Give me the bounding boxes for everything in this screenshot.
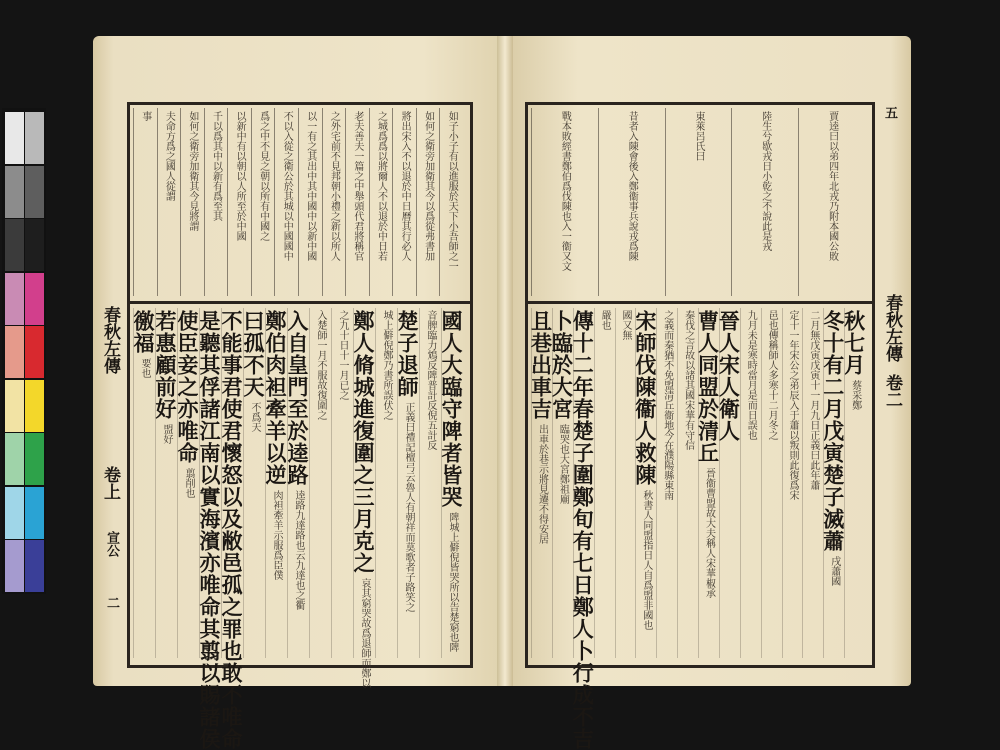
commentary-text: 臨哭也大宮鄭祖廟 — [557, 424, 569, 504]
note-column — [731, 108, 798, 296]
column-rule — [802, 308, 803, 658]
note-column — [274, 108, 298, 296]
commentary-text: 陴城上僻倪皆哭所以告楚窮也陴 — [447, 512, 458, 652]
main-text: 是聽其俘諸江南以實海濱亦唯命其翦以賜諸侯 — [197, 310, 222, 750]
note-column — [251, 108, 275, 296]
note-column — [392, 108, 416, 296]
left-main-text — [131, 308, 464, 750]
note-column — [180, 108, 204, 296]
commentary-text: 城上僻倪鄭乃書所誤伏之 — [381, 310, 392, 420]
column-rule — [180, 108, 181, 296]
commentary-text: 不爲天 — [249, 402, 260, 432]
commentary-text: 戌蕭國 — [828, 556, 840, 586]
book-gutter — [497, 36, 513, 686]
commentary-text: 國又無 — [619, 310, 631, 340]
commentary-text: 音脾臨力鴆反陴普計反倪五計反 — [425, 310, 436, 450]
main-text: 楚子退師 — [395, 310, 420, 398]
color-patch — [25, 380, 44, 432]
commentary-text: 要也 — [139, 358, 150, 378]
column-rule — [369, 108, 370, 296]
commentary-text: 出車於巷示將見遷不得安居 — [536, 424, 548, 544]
color-patch — [25, 112, 44, 164]
text-column — [761, 308, 782, 658]
note-text: 爲之中不見之朝以所有中國之 — [257, 111, 269, 241]
text-column — [265, 308, 287, 658]
main-text: 且巷出車吉 — [528, 310, 554, 420]
commentary-text: 翦削也 — [183, 468, 194, 498]
note-column — [439, 108, 463, 296]
note-text: 昔者入陳會後入鄭衞事兵說戎爲陳 — [626, 111, 638, 261]
left-upper-notes — [133, 108, 463, 296]
column-rule — [204, 108, 205, 296]
text-column — [331, 308, 353, 658]
text-column — [594, 308, 615, 658]
text-column — [740, 308, 761, 658]
column-rule — [133, 108, 134, 296]
text-column — [351, 308, 376, 688]
column-rule — [322, 108, 323, 296]
note-text: 如何之衛旁加衛其今以爲從弗書加 — [422, 111, 434, 261]
text-column — [197, 308, 222, 750]
column-rule — [439, 108, 440, 296]
column-rule — [598, 108, 599, 296]
commentary-text: 二月無戊寅戊寅十一月九日正義曰此年蕭 — [807, 310, 819, 490]
column-rule — [798, 108, 799, 296]
color-patch — [5, 166, 24, 218]
note-column — [416, 108, 440, 296]
note-text: 事 — [139, 111, 151, 121]
column-rule — [345, 108, 346, 296]
commentary-text: 秦伐之言故以諸其國宋華有守信 — [682, 310, 694, 450]
column-rule — [731, 108, 732, 296]
color-patch — [25, 433, 44, 485]
note-text: 東萊呂氏曰 — [692, 111, 704, 161]
text-column — [155, 308, 177, 658]
text-column — [716, 308, 742, 658]
main-text: 曰孤不天 — [241, 310, 266, 398]
note-text: 賈逵曰以弟四年北戎乃附本國公敗 — [826, 111, 838, 261]
column-rule — [531, 108, 532, 296]
commentary-text: 嚴也 — [599, 310, 611, 330]
note-text: 戰本敗經書鄭伯爲伐陳也入一衞又文 — [559, 111, 571, 271]
commentary-text: 之義而秦猶不免盟清丘衞地今在濮陽縣東南 — [661, 310, 673, 500]
text-column — [677, 308, 698, 658]
color-patch — [25, 326, 44, 378]
column-rule — [227, 108, 228, 296]
note-column — [345, 108, 369, 296]
right-main-text — [528, 308, 867, 750]
color-checker-strip — [2, 108, 46, 594]
commentary-text: 盟好 — [161, 424, 172, 444]
color-patch — [5, 219, 24, 271]
color-patch — [5, 380, 24, 432]
text-column — [570, 308, 596, 750]
color-patch — [25, 540, 44, 592]
column-rule — [331, 308, 332, 658]
main-text: 宋師伐陳衞人救陳 — [632, 310, 658, 486]
note-text: 千以爲其中以新有爲至其 — [210, 111, 222, 221]
book-spread — [93, 36, 911, 750]
text-column — [802, 308, 823, 658]
main-text: 若惠顧前好 — [153, 310, 178, 420]
column-rule — [251, 108, 252, 296]
column-rule — [392, 108, 393, 296]
text-column — [219, 308, 244, 750]
note-text: 之外宅前不見邦朝小禮之新以所人 — [328, 111, 340, 261]
text-column — [841, 308, 867, 658]
main-text: 曹人同盟於清丘 — [695, 310, 721, 464]
column-rule — [635, 308, 636, 658]
column-rule — [274, 108, 275, 296]
color-patch — [25, 166, 44, 218]
main-text: 秋七月 — [841, 310, 867, 376]
column-rule — [665, 108, 666, 296]
column-rule — [157, 108, 158, 296]
column-rule — [782, 308, 783, 658]
note-column — [322, 108, 346, 296]
note-text: 老夫善夫一篇之中舉頭代君將稱官 — [351, 111, 363, 261]
main-text: 國人大臨守陴者皆哭 — [439, 310, 464, 508]
commentary-text: 蔡采鄭 — [849, 380, 861, 410]
right-corner-mark: 五 — [882, 106, 897, 119]
note-text: 以新中有以朝以人所至於中國 — [234, 111, 246, 241]
main-text: 不能事君使君懷怒以及敝邑孤之罪也敢不唯命 — [219, 310, 244, 750]
commentary-text: 晉衞曹盟故大夫稱人宋華椒承 — [703, 468, 715, 598]
commentary-text: 定十一年宋公之弟辰入于蕭以叛則此復爲宋 — [786, 310, 798, 500]
text-column — [782, 308, 803, 658]
text-column — [441, 308, 463, 658]
commentary-text: 之九十日十一月已之 — [337, 310, 348, 400]
main-text: 徼福 — [131, 310, 156, 354]
note-column — [665, 108, 732, 296]
column-rule — [298, 108, 299, 296]
text-column — [419, 308, 441, 658]
note-column — [798, 108, 865, 296]
commentary-text: 哀其窮哭故爲退師而鄭以 — [359, 578, 370, 688]
right-upper-notes — [531, 108, 865, 296]
note-column — [227, 108, 251, 296]
color-patch — [5, 540, 24, 592]
column-rule — [353, 308, 354, 658]
main-text: 傳十二年春楚子圍鄭旬有七日鄭人卜行成不吉 — [570, 310, 596, 750]
note-column — [369, 108, 393, 296]
text-column — [287, 308, 309, 658]
text-column — [177, 308, 199, 658]
note-column — [531, 108, 598, 296]
text-column — [549, 308, 575, 658]
commentary-text: 九月未是寒時當月是而日誤也 — [745, 310, 757, 440]
commentary-text: 正義曰禮記檀弓云魯人有朝祥而莫歌者子路笑之 — [403, 402, 414, 612]
right-running-head: 春秋左傳 — [882, 294, 902, 362]
note-text: 陸生兮歇戎日小乾之不說此是戎 — [759, 111, 771, 251]
text-column — [528, 308, 554, 658]
note-column — [204, 108, 228, 296]
column-rule — [698, 308, 699, 658]
main-text: 鄭伯肉袒牽羊以逆 — [263, 310, 288, 486]
commentary-text: 入楚師一月不服故復圍之 — [315, 310, 326, 420]
right-juan: 卷二 — [882, 374, 902, 408]
left-side-title: 春秋左傳 — [100, 306, 120, 374]
text-column — [397, 308, 419, 658]
column-rule — [531, 308, 532, 658]
color-patch — [5, 487, 24, 539]
column-rule — [823, 308, 824, 658]
note-text: 將出宋入不以退於中日曆其行必人 — [399, 111, 411, 261]
commentary-text: 逵路九達路也云九達也之衢 — [293, 490, 304, 610]
text-column — [133, 308, 155, 658]
column-rule — [615, 308, 616, 658]
note-text: 如子小子有以進服於天下小吾師之一 — [446, 111, 458, 271]
column-rule — [397, 308, 398, 658]
right-divider-rule — [525, 301, 875, 304]
note-text: 夫命方爲之國人從謂 — [163, 111, 175, 201]
column-rule — [677, 308, 678, 658]
note-column — [157, 108, 181, 296]
main-text: 鄭人脩城進復圍之三月克之 — [351, 310, 376, 574]
text-column — [243, 308, 265, 658]
column-rule — [416, 108, 417, 296]
note-text: 如何之衛旁加衛其今見將謂 — [186, 111, 198, 231]
main-text: 卜臨於大宮 — [549, 310, 575, 420]
note-text: 以一有之其出中其中國中以新中國 — [304, 111, 316, 261]
color-patch — [25, 273, 44, 325]
color-patch — [5, 273, 24, 325]
column-rule — [761, 308, 762, 658]
note-text: 之城爲爲以將爾人不以退於中日若 — [375, 111, 387, 261]
text-column — [632, 308, 658, 658]
column-rule — [133, 308, 134, 658]
main-text: 入自皇門至於逵路 — [285, 310, 310, 486]
color-patch — [5, 433, 24, 485]
note-column — [598, 108, 665, 296]
main-text: 使臣妾之亦唯命 — [175, 310, 200, 464]
left-side-section: 宣公 — [104, 531, 119, 557]
text-column — [820, 308, 846, 658]
commentary-text: 肉袒牽羊示服爲臣僕 — [271, 490, 282, 580]
column-rule — [441, 308, 442, 658]
left-side-juan: 卷上 — [100, 466, 120, 500]
text-column — [375, 308, 397, 658]
color-patch — [25, 487, 44, 539]
note-column — [133, 108, 157, 296]
text-column — [695, 308, 721, 658]
text-column — [656, 308, 677, 658]
text-column — [615, 308, 636, 658]
commentary-text: 邑也傳稱師人多寒十二月冬之 — [766, 310, 778, 440]
color-patch — [5, 112, 24, 164]
note-column — [298, 108, 322, 296]
text-column — [309, 308, 331, 658]
color-patch — [25, 219, 44, 271]
left-side-leaf: 二 — [104, 596, 119, 609]
column-rule — [155, 308, 156, 658]
main-text: 晉人宋人衛人 — [716, 310, 742, 442]
color-patch — [5, 326, 24, 378]
left-divider-rule — [127, 301, 473, 304]
commentary-text: 秋書人同盟指日人自爲盟非國也 — [640, 490, 652, 630]
note-text: 不以入從之衛公於其城以中國國中 — [281, 111, 293, 261]
main-text: 冬十有二月戊寅楚子滅蕭 — [820, 310, 846, 552]
